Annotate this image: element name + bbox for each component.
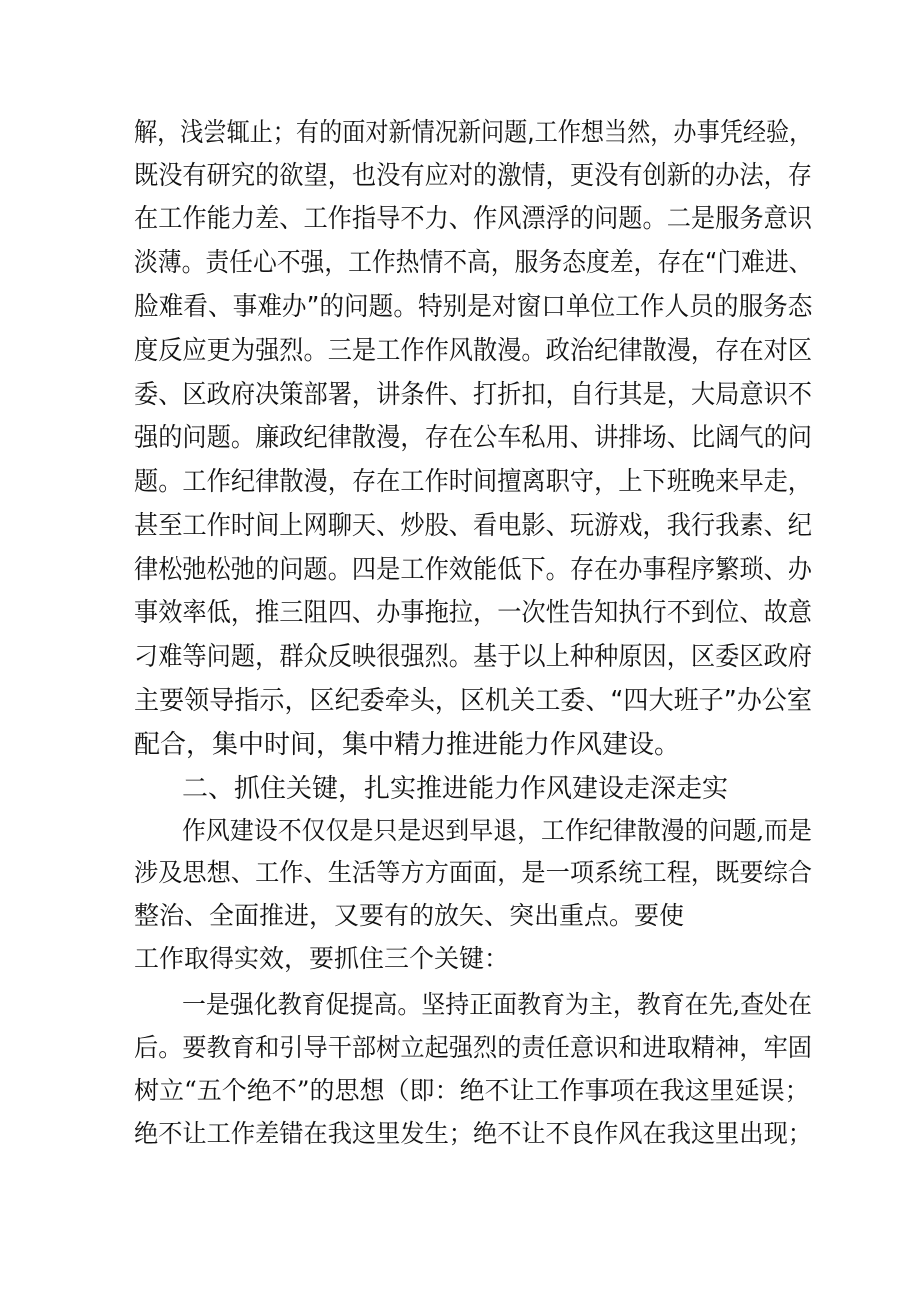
paragraph-line: 律松弛松弛的问题。四是工作效能低下。存在办事程序繁琐、办 xyxy=(134,555,813,585)
paragraph-line: 树立“五个绝不”的思想（即：绝不让工作事项在我这里延误； xyxy=(134,1076,810,1105)
paragraph-line: 解，浅尝辄止；有的面对新情况新问题,工作想当然，办事凭经验， xyxy=(134,118,813,148)
paragraph-line: 强的问题。廉政纪律散漫，存在公车私用、讲排场、比阔气的问 xyxy=(134,423,813,453)
paragraph-line: 工作取得实效，要抓住三个关键： xyxy=(134,944,510,973)
section-heading: 二、抓住关键，扎实推进能力作风建设走深走实 xyxy=(182,774,729,804)
paragraph-line: 在工作能力差、工作指导不力、作风漂浮的问题。二是服务意识 xyxy=(134,204,813,234)
paragraph-line: 后。要教育和引导干部树立起强烈的责任意识和进取精神，牢固 xyxy=(134,1033,813,1062)
paragraph-line: 脸难看、事难办”的问题。特别是对窗口单位工作人员的服务态 xyxy=(134,292,813,322)
paragraph-line: 主要领导指示，区纪委牵头，区机关工委、“四大班子”办公室 xyxy=(134,686,812,716)
paragraph-line: 度反应更为强烈。三是工作作风散漫。政治纪律散漫，存在对区 xyxy=(134,336,813,366)
paragraph-line: 事效率低，推三阻四、办事拖拉，一次性告知执行不到位、故意 xyxy=(134,598,813,628)
paragraph-line: 甚至工作时间上网聊天、炒股、看电影、玩游戏，我行我素、纪 xyxy=(134,511,813,541)
paragraph-line: 作风建设不仅仅是只是迟到早退，工作纪律散漫的问题,而是 xyxy=(182,816,812,845)
paragraph-line: 刁难等问题，群众反映很强烈。基于以上种种原因，区委区政府 xyxy=(134,642,813,672)
paragraph-line: 淡薄。责任心不强，工作热情不高，服务态度差，存在“门难进、 xyxy=(134,248,813,278)
paragraph-line: 一是强化教育促提高。坚持正面教育为主，教育在先,查处在 xyxy=(182,990,812,1019)
paragraph-line: 涉及思想、工作、生活等方方面面，是一项系统工程，既要综合 xyxy=(134,858,813,887)
paragraph-line: 题。工作纪律散漫，存在工作时间擅离职守，上下班晚来早走， xyxy=(134,467,813,497)
paragraph-line: 委、区政府决策部署，讲条件、打折扣，自行其是，大局意识不 xyxy=(134,380,813,410)
paragraph-line: 配合，集中时间，集中精力推进能力作风建设。 xyxy=(134,730,681,760)
paragraph-line: 既没有研究的欲望，也没有应对的激情，更没有创新的办法，存 xyxy=(134,161,813,191)
paragraph-line: 绝不让工作差错在我这里发生；绝不让不良作风在我这里出现； xyxy=(134,1119,813,1148)
paragraph-line: 整治、全面推进，又要有的放矢、突出重点。要使 xyxy=(134,901,685,930)
